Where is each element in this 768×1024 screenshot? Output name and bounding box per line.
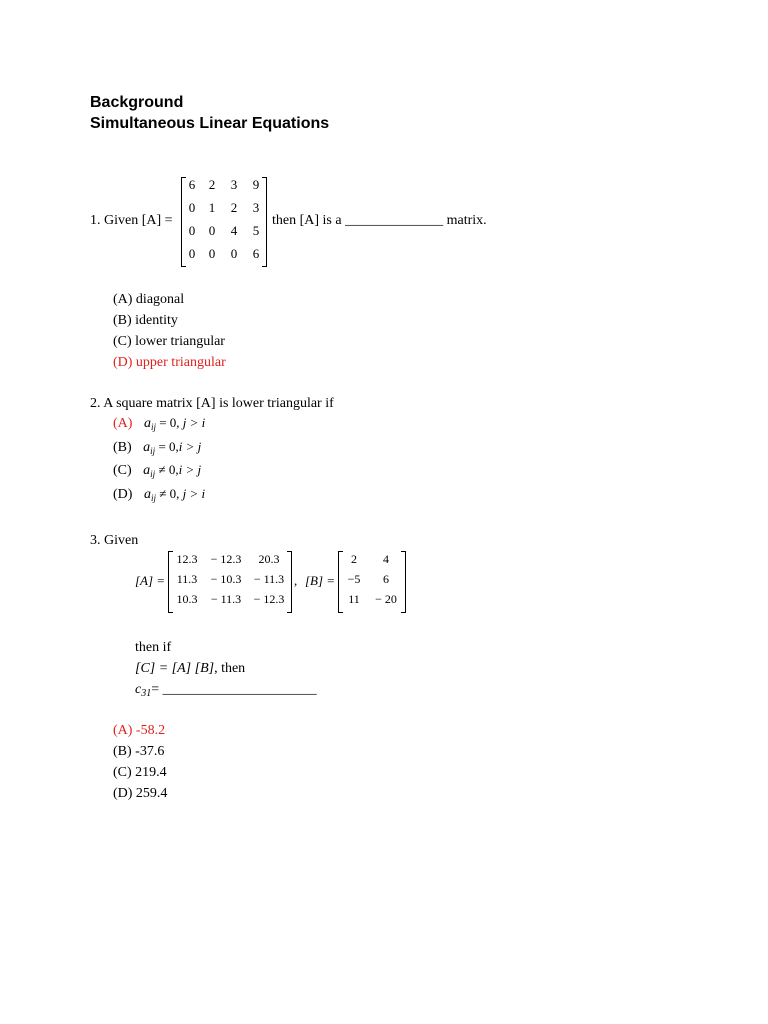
relation: = 0,	[155, 439, 179, 454]
matrix-row	[338, 552, 406, 573]
matrix-cell: 2	[230, 200, 238, 215]
var-a: a	[143, 416, 151, 431]
relation: = 0,	[155, 415, 183, 430]
q2-option-b	[113, 439, 201, 456]
matrix-cell: −5	[347, 572, 361, 586]
page-title-background: Background	[90, 94, 184, 111]
option-expression	[144, 416, 205, 431]
matrix-cell: 10.3	[176, 592, 198, 606]
matrix-cell: 4	[383, 552, 389, 566]
q2-option-d	[113, 486, 205, 503]
matrix-row	[181, 200, 267, 221]
q3-option-c: (C) 219.4	[113, 765, 167, 780]
matrix-row	[168, 592, 292, 613]
option-expression	[143, 440, 201, 455]
matrix-cell: 11	[348, 592, 360, 606]
matrix-cell: 20.3	[258, 552, 280, 566]
matrix-cell: − 12.3	[253, 592, 285, 606]
q3-matrix-b-label	[305, 573, 335, 589]
matrix-row	[338, 592, 406, 613]
option-letter: (B)	[113, 440, 132, 455]
matrix-cell: 9	[252, 177, 260, 192]
subscript-ij: ij	[150, 422, 156, 432]
c-subscript: 31	[141, 688, 152, 699]
matrix-cell: 6	[188, 177, 196, 192]
var-a: a	[143, 463, 151, 478]
matrix-row	[181, 177, 267, 198]
subscript-ij: ij	[150, 446, 156, 456]
option-letter: (D)	[113, 487, 133, 502]
matrix-cell: 0	[188, 246, 196, 261]
q1-suffix: then [A] is a ______________ matrix.	[272, 213, 487, 228]
matrix-cell: − 10.3	[210, 572, 242, 586]
label-text: [B] =	[305, 573, 336, 588]
matrix-cell: 2	[351, 552, 357, 566]
relation: ≠ 0,	[155, 462, 179, 477]
q1-option-a: (A) diagonal	[113, 292, 185, 307]
q3-matrix-b	[338, 551, 406, 613]
matrix-cell: 12.3	[176, 552, 198, 566]
var-a: a	[143, 440, 151, 455]
condition: j > i	[182, 415, 206, 430]
matrix-cell: − 11.3	[253, 572, 285, 586]
relation: ≠ 0,	[155, 486, 183, 501]
matrix-cell: − 12.3	[210, 552, 242, 566]
equation: [C] = [A] [B]	[135, 661, 215, 676]
matrix-row	[168, 552, 292, 573]
q3-c31-line	[135, 682, 317, 699]
subscript-ij: ij	[150, 493, 156, 503]
matrix-cell: 0	[208, 223, 216, 238]
matrix-row	[181, 246, 267, 267]
matrix-cell: 0	[188, 223, 196, 238]
matrix-cell: 6	[383, 572, 389, 586]
q3-matrix-a	[168, 551, 292, 613]
matrix-cell: 5	[252, 223, 260, 238]
q3-matrix-a-label	[135, 573, 165, 589]
matrix-cell: 4	[230, 223, 238, 238]
q2-option-a-correct	[113, 415, 205, 432]
matrix-cell: 3	[252, 200, 260, 215]
condition: j > i	[182, 486, 206, 501]
q1-option-d-correct: (D) upper triangular	[113, 355, 226, 370]
q1-matrix	[181, 177, 267, 267]
matrix-row	[338, 572, 406, 593]
matrix-cell: 11.3	[176, 572, 198, 586]
q2-stem: 2. A square matrix [A] is lower triangular if	[90, 396, 334, 411]
matrix-cell: − 20	[375, 592, 397, 606]
matrix-row	[181, 223, 267, 244]
q3-option-d: (D) 259.4	[113, 786, 168, 801]
option-letter: (C)	[113, 463, 132, 478]
matrix-cell: 2	[208, 177, 216, 192]
c-blank: = ______________________	[151, 682, 317, 697]
matrix-cell: 0	[208, 246, 216, 261]
condition: i > j	[178, 439, 202, 454]
q3-equation-line	[135, 661, 245, 677]
var-a: a	[143, 487, 151, 502]
q1-prefix: 1. Given [A] =	[90, 213, 173, 228]
q2-option-c	[113, 462, 201, 479]
condition: i > j	[178, 462, 202, 477]
matrix-cell: − 11.3	[210, 592, 242, 606]
q3-option-a-correct: (A) -58.2	[113, 723, 166, 738]
q1-option-b: (B) identity	[113, 313, 178, 328]
q3-stem: 3. Given	[90, 533, 139, 548]
matrix-cell: 1	[208, 200, 216, 215]
matrix-cell: 0	[230, 246, 238, 261]
matrix-cell: 6	[252, 246, 260, 261]
matrix-row	[168, 572, 292, 593]
label-text: [A] =	[135, 573, 166, 588]
option-letter: (A)	[113, 416, 133, 431]
matrix-cell: 0	[188, 200, 196, 215]
option-expression	[143, 463, 201, 478]
c-var: c	[135, 682, 142, 697]
q3-then-if: then if	[135, 640, 172, 655]
q3-comma: ,	[294, 573, 298, 588]
q1-option-c: (C) lower triangular	[113, 334, 225, 349]
equation-tail: , then	[214, 661, 246, 676]
option-expression	[144, 487, 205, 502]
page-title-subject: Simultaneous Linear Equations	[90, 115, 330, 132]
matrix-cell: 3	[230, 177, 238, 192]
q3-option-b: (B) -37.6	[113, 744, 165, 759]
subscript-ij: ij	[150, 469, 156, 479]
